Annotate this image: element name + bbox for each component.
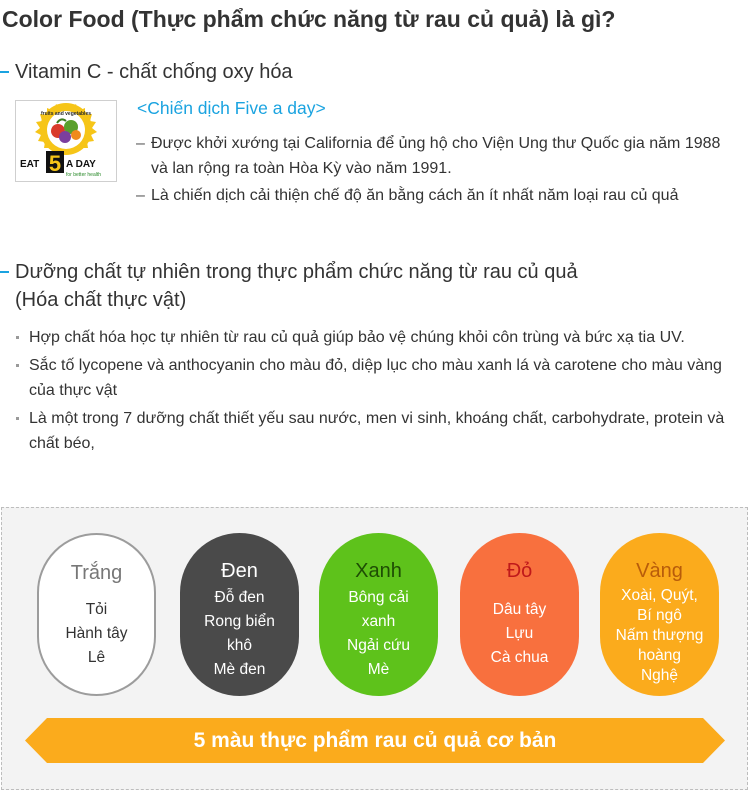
- phytochemical-bullets: [14, 325, 746, 459]
- campaign-title: <Chiến dịch Five a day>: [137, 98, 326, 118]
- food-item: hoàng: [637, 646, 682, 664]
- color-name: Đỏ: [506, 560, 533, 582]
- color-card-green: [319, 533, 438, 696]
- section-heading-line1: Dưỡng chất tự nhiên trong thực phẩm chức năng từ rau củ quả: [15, 261, 578, 283]
- food-item: Mè: [367, 660, 390, 678]
- logo-five: 5: [48, 151, 62, 176]
- food-item: Ngải cứu: [347, 636, 410, 654]
- list-item: Là một trong 7 dưỡng chất thiết yếu sau nước, men vi sinh, khoáng chất, carbohydrate, protein và chất béo,: [14, 406, 746, 456]
- color-name: Trắng: [70, 562, 123, 584]
- five-a-day-logo-graphic: [16, 101, 116, 181]
- logo-eat: EAT: [20, 159, 40, 170]
- color-name: Xanh: [355, 560, 402, 582]
- food-item: khô: [226, 636, 252, 654]
- food-item: Rong biển: [204, 612, 275, 630]
- food-item: Bí ngô: [637, 606, 682, 624]
- list-item: – Là chiến dịch cải thiện chế độ ăn bằng cách ăn ít nhất năm loại rau củ quả: [136, 183, 741, 208]
- logo-top-text: fruits and vegetables: [40, 111, 92, 117]
- campaign-list: [136, 131, 741, 210]
- food-item: Dâu tây: [492, 600, 547, 618]
- section-heading-line2: (Hóa chất thực vật): [15, 289, 187, 311]
- color-name: Vàng: [636, 560, 683, 582]
- logo-a-day: A DAY: [66, 159, 96, 170]
- five-a-day-logo: [15, 100, 117, 182]
- color-card-black: [180, 533, 299, 696]
- food-item: Mè đen: [213, 660, 266, 678]
- page-title: Color Food (Thực phẩm chức năng từ rau củ quả) là gì?: [2, 6, 616, 32]
- food-item: Bông cải: [348, 588, 409, 606]
- section-marker: [0, 271, 9, 273]
- food-item: Cà chua: [490, 648, 549, 666]
- color-name: Đen: [221, 560, 258, 582]
- food-item: Lê: [87, 648, 106, 666]
- logo-bottom-text: for better health: [66, 172, 102, 178]
- food-item: Đỗ đen: [214, 588, 265, 606]
- section-heading-text: Vitamin C - chất chống oxy hóa: [15, 61, 293, 83]
- section-heading-vitamin-c: [0, 58, 293, 86]
- section-heading-phytochemicals: [0, 258, 578, 314]
- food-item: Nấm thượng: [615, 626, 704, 644]
- food-item: Hành tây: [65, 624, 128, 642]
- food-item: Lựu: [505, 624, 534, 642]
- color-card-white: [37, 533, 156, 696]
- banner-label: 5 màu thực phẩm rau củ quả cơ bản: [193, 729, 557, 752]
- food-item: xanh: [361, 612, 396, 630]
- list-item: Hợp chất hóa học tự nhiên từ rau củ quả giúp bảo vệ chúng khỏi côn trùng và bức xạ tia UV.: [14, 325, 746, 350]
- list-item: Sắc tố lycopene và anthocyanin cho màu đỏ, diệp lục cho màu xanh lá và carotene cho màu vàng của thực vật: [14, 353, 746, 403]
- food-item: Nghệ: [640, 666, 679, 684]
- section-marker: [0, 71, 9, 73]
- list-item: – Được khởi xướng tại California để ủng hộ cho Viện Ung thư Quốc gia năm 1988 và lan rộng ra toàn Hòa Kỳ vào năm 1991.: [136, 131, 741, 181]
- color-card-yellow: [600, 533, 719, 696]
- food-item: Tỏi: [85, 600, 108, 618]
- food-item: Xoài, Quýt,: [621, 586, 698, 604]
- color-card-red: [460, 533, 579, 696]
